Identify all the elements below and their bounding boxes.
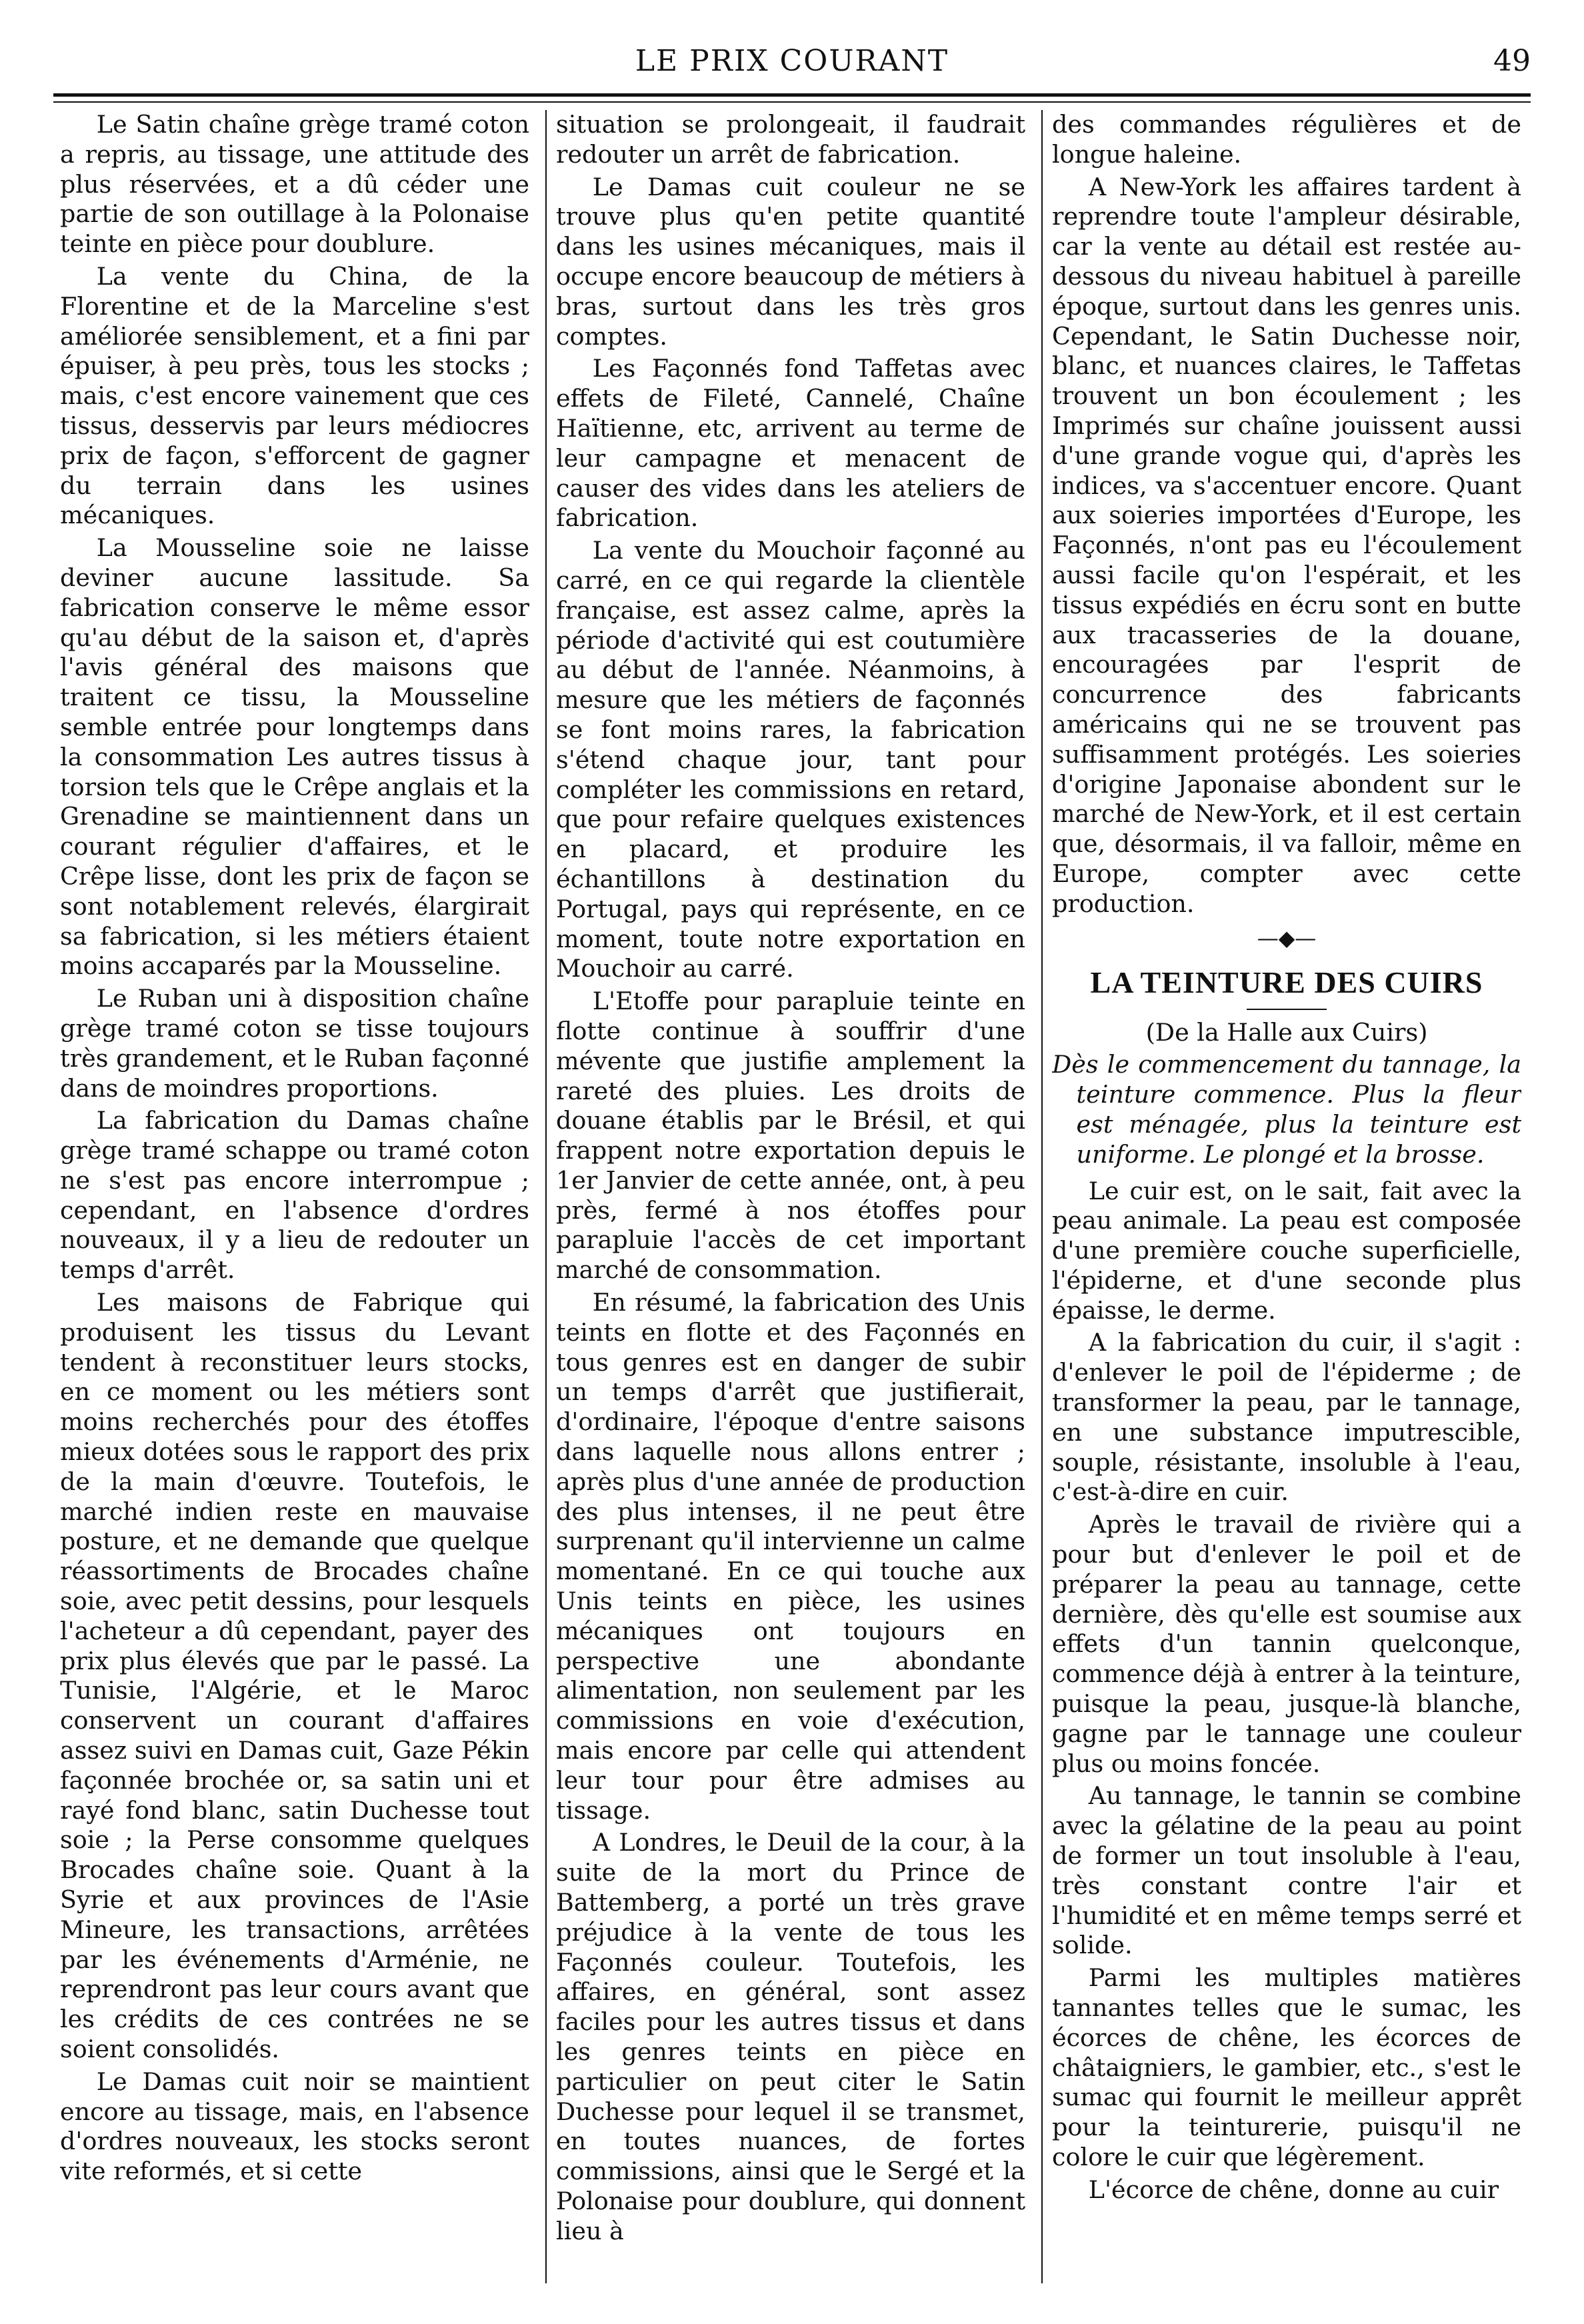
section-ornament: —◆— bbox=[1257, 925, 1317, 951]
paragraph: Le Satin chaîne grège tramé coton a repris, au tissage, une attitude des plus réservées, et a dû céder une partie de son outillage à la Polonaise teinte en pièce pour doublure. bbox=[60, 110, 529, 259]
paragraph: La fabrication du Damas chaîne grège tramé schappe ou tramé coton ne s'est pas encore interrompue ; cependant, en l'absence d'ordres nouveaux, il y a lieu de redouter un temps d'arrêt. bbox=[60, 1106, 529, 1285]
article-summary: Dès le commencement du tannage, la teinture commence. Plus la fleur est ménagée, plus la teinture est uniforme. Le plongé et la brosse. bbox=[1052, 1050, 1521, 1169]
column-divider bbox=[545, 110, 547, 2283]
page-number: 49 bbox=[1493, 44, 1531, 78]
title-rule bbox=[1247, 1009, 1327, 1010]
paragraph: Le cuir est, on le sait, fait avec la peau animale. La peau est composée d'une première couche superficielle, l'épiderne, et d'une seconde plus épaisse, le derme. bbox=[1052, 1176, 1521, 1325]
column-middle bbox=[556, 110, 1025, 2283]
paragraph: La Mousseline soie ne laisse deviner aucune lassitude. Sa fabrication conserve le même essor qu'au début de la saison et, d'après l'avis général des maisons que traitent ce tissu, la Mousseline semble entrée pour longtemps dans la consommation Les autres tissus à torsion tels que le Crêpe anglais et la Grenadine se maintiennent dans un courant régulier d'affaires, et le Crêpe lisse, dont les prix de façon se sont notablement relevés, élargirait sa fabrication, si les métiers étaient moins accaparés par la Mousseline. bbox=[60, 533, 529, 981]
paragraph: Les Façonnés fond Taffetas avec effets de Fileté, Cannelé, Chaîne Haïtienne, etc, arrivent au terme de leur campagne et menacent de causer des vides dans les ateliers de fabrication. bbox=[556, 354, 1025, 533]
column-left bbox=[60, 110, 529, 2283]
paragraph: L'écorce de chêne, donne au cuir bbox=[1088, 2175, 1499, 2204]
article-source: (De la Halle aux Cuirs) bbox=[1145, 1017, 1428, 1047]
paragraph: La vente du Mouchoir façonné au carré, en ce qui regarde la clientèle française, est assez calme, après la période d'activité qui est coutumière au début de l'année. Néanmoins, à mesure que les métiers de façonnés se font moins rares, la fabrication s'étend chaque jour, tant pour compléter les commissions en retard, que pour refaire quelques existences en placard, et produire les échantillons à destination du Portugal, pays qui représente, en ce moment, toute notre exportation en Mouchoir au carré. bbox=[556, 536, 1025, 983]
paragraph: A Londres, le Deuil de la cour, à la suite de la mort du Prince de Battemberg, a porté un très grave préjudice à la vente de tous les Façonnés couleur. Toutefois, les affaires, en général, sont assez faciles pour les autres tissus et dans les genres teints en pièce en particulier on peut citer le Satin Duchesse pour lequel il se transmet, en toutes nuances, de fortes commissions, ainsi que le Sergé et la Polonaise pour doublure, qui donnent lieu à bbox=[556, 1828, 1025, 2245]
paragraph: Les maisons de Fabrique qui produisent les tissus du Levant tendent à reconstituer leurs stocks, en ce moment ou les métiers sont moins recherchés pour des étoffes mieux dotées sous le rapport des prix de la main d'œuvre. Toutefois, le marché indien reste en mauvaise posture, et ne demande que quelque réassortiments de Brocades chaîne soie, avec petit dessins, pour lesquels l'acheteur a dû cependant, payer des prix plus élevés que par le passé. La Tunisie, l'Algérie, et le Maroc conservent un courant d'affaires assez suivi en Damas cuit, Gaze Pékin façonnée brochée or, sa satin uni et rayé fond blanc, satin Duchesse tout soie ; la Perse consomme quelques Brocades chaîne soie. Quant à la Syrie et aux provinces de l'Asie Mineure, les transactions, arrêtées par les événements d'Arménie, ne reprendront pas leur cours avant que les crédits de ces contrées ne se soient consolidés. bbox=[60, 1288, 529, 2063]
paragraph: Après le travail de rivière qui a pour but d'enlever le poil et de préparer la peau au tannage, cette dernière, dès qu'elle est soumise aux effets d'un tannin quelconque, commence déjà à entrer à la teinture, puisque la peau, jusque-là blanche, gagne par le tannage une couleur plus ou moins foncée. bbox=[1052, 1510, 1521, 1778]
paragraph: A New-York les affaires tardent à reprendre toute l'ampleur désirable, car la vente au détail est restée au-dessous du niveau habituel à pareille époque, surtout dans les genres unis. Cependant, le Satin Duchesse noir, blanc, et nuances claires, le Taffetas trouvent un bon écoulement ; les Imprimés sur chaîne jouissent aussi d'une grande vogue qui, d'après les indices, va s'accentuer encore. Quant aux soieries importées d'Europe, les Façonnés, n'ont pas eu l'écoulement aussi facile qu'on l'espérait, et les tissus expédiés en écru sont en butte aux tracasseries de la douane, encouragées par l'esprit de concurrence des fabricants américains qui ne se trouvent pas suffisamment protégés. Les soieries d'origine Japonaise abondent sur le marché de New-York, et il est certain que, désormais, il va falloir, même en Europe, compter avec cette production. bbox=[1052, 172, 1521, 918]
paragraph: A la fabrication du cuir, il s'agit : d'enlever le poil de l'épiderme ; de transformer la peau, par le tannage, en une substance imputrescible, souple, résistante, insoluble à l'eau, c'est-à-dire en cuir. bbox=[1052, 1328, 1521, 1507]
column-divider bbox=[1041, 110, 1043, 2283]
page-header bbox=[53, 39, 1531, 92]
paragraph: des commandes régulières et de longue haleine. bbox=[1052, 110, 1521, 169]
paragraph: La vente du China, de la Florentine et de la Marceline s'est améliorée sensiblement, et a fini par épuiser, à peu près, tous les stocks ; mais, c'est encore vainement que ces tissus, desservis par leurs médiocres prix de façon, s'efforcent de gagner du terrain dans les usines mécaniques. bbox=[60, 261, 529, 530]
paragraph: Parmi les multiples matières tannantes telles que le sumac, les écorces de chêne, les écorces de châtaigniers, le gambier, etc., s'est le sumac qui fournit le meilleur apprêt pour la teinturerie, puisqu'il ne colore le cuir que légèrement. bbox=[1052, 1963, 1521, 2171]
paragraph: Au tannage, le tannin se combine avec la gélatine de la peau au point de former un tout insoluble à l'eau, très constant contre l'air et l'humidité et en même temps serré et solide. bbox=[1052, 1781, 1521, 1960]
article-title: LA TEINTURE DES CUIRS bbox=[1090, 965, 1483, 999]
paragraph: En résumé, la fabrication des Unis teints en flotte et des Façonnés en tous genres est en danger de subir un temps d'arrêt que justifierait, d'ordinaire, l'époque d'entre saisons dans laquelle nous allons entrer ; après plus d'une année de production des plus intenses, il ne peut être surprenant qu'il intervienne un calme momentané. En ce qui touche aux Unis teints en pièce, les usines mécaniques ont toujours en perspective une abondante alimentation, non seulement par les commissions en voie d'exécution, mais encore par celle qui attendent leur tour pour être admises au tissage. bbox=[556, 1288, 1025, 1825]
header-rule-thick bbox=[53, 93, 1531, 97]
paragraph: situation se prolongeait, il faudrait redouter un arrêt de fabrication. bbox=[556, 110, 1025, 169]
header-rule-thin bbox=[53, 101, 1531, 103]
paragraph: Le Damas cuit couleur ne se trouve plus qu'en petite quantité dans les usines mécaniques, mais il occupe encore beaucoup de métiers à bras, surtout dans les très gros comptes. bbox=[556, 172, 1025, 351]
paragraph: Le Ruban uni à disposition chaîne grège tramé coton se tisse toujours très grandement, et le Ruban façonné dans de moindres proportions. bbox=[60, 984, 529, 1103]
paragraph: Le Damas cuit noir se maintient encore au tissage, mais, en l'absence d'ordres nouveaux, les stocks seront vite reformés, et si cette bbox=[60, 2067, 529, 2186]
column-right bbox=[1052, 110, 1521, 2283]
running-title: LE PRIX COURANT bbox=[635, 44, 949, 78]
paragraph: L'Etoffe pour parapluie teinte en flotte continue à souffrir d'une mévente que justifie amplement la rareté des pluies. Les droits de douane établis par le Brésil, et qui frappent notre exportation depuis le 1er Janvier de cette année, ont, à peu près, fermé à nos étoffes pour parapluie l'accès de cet important marché de consommation. bbox=[556, 987, 1025, 1285]
